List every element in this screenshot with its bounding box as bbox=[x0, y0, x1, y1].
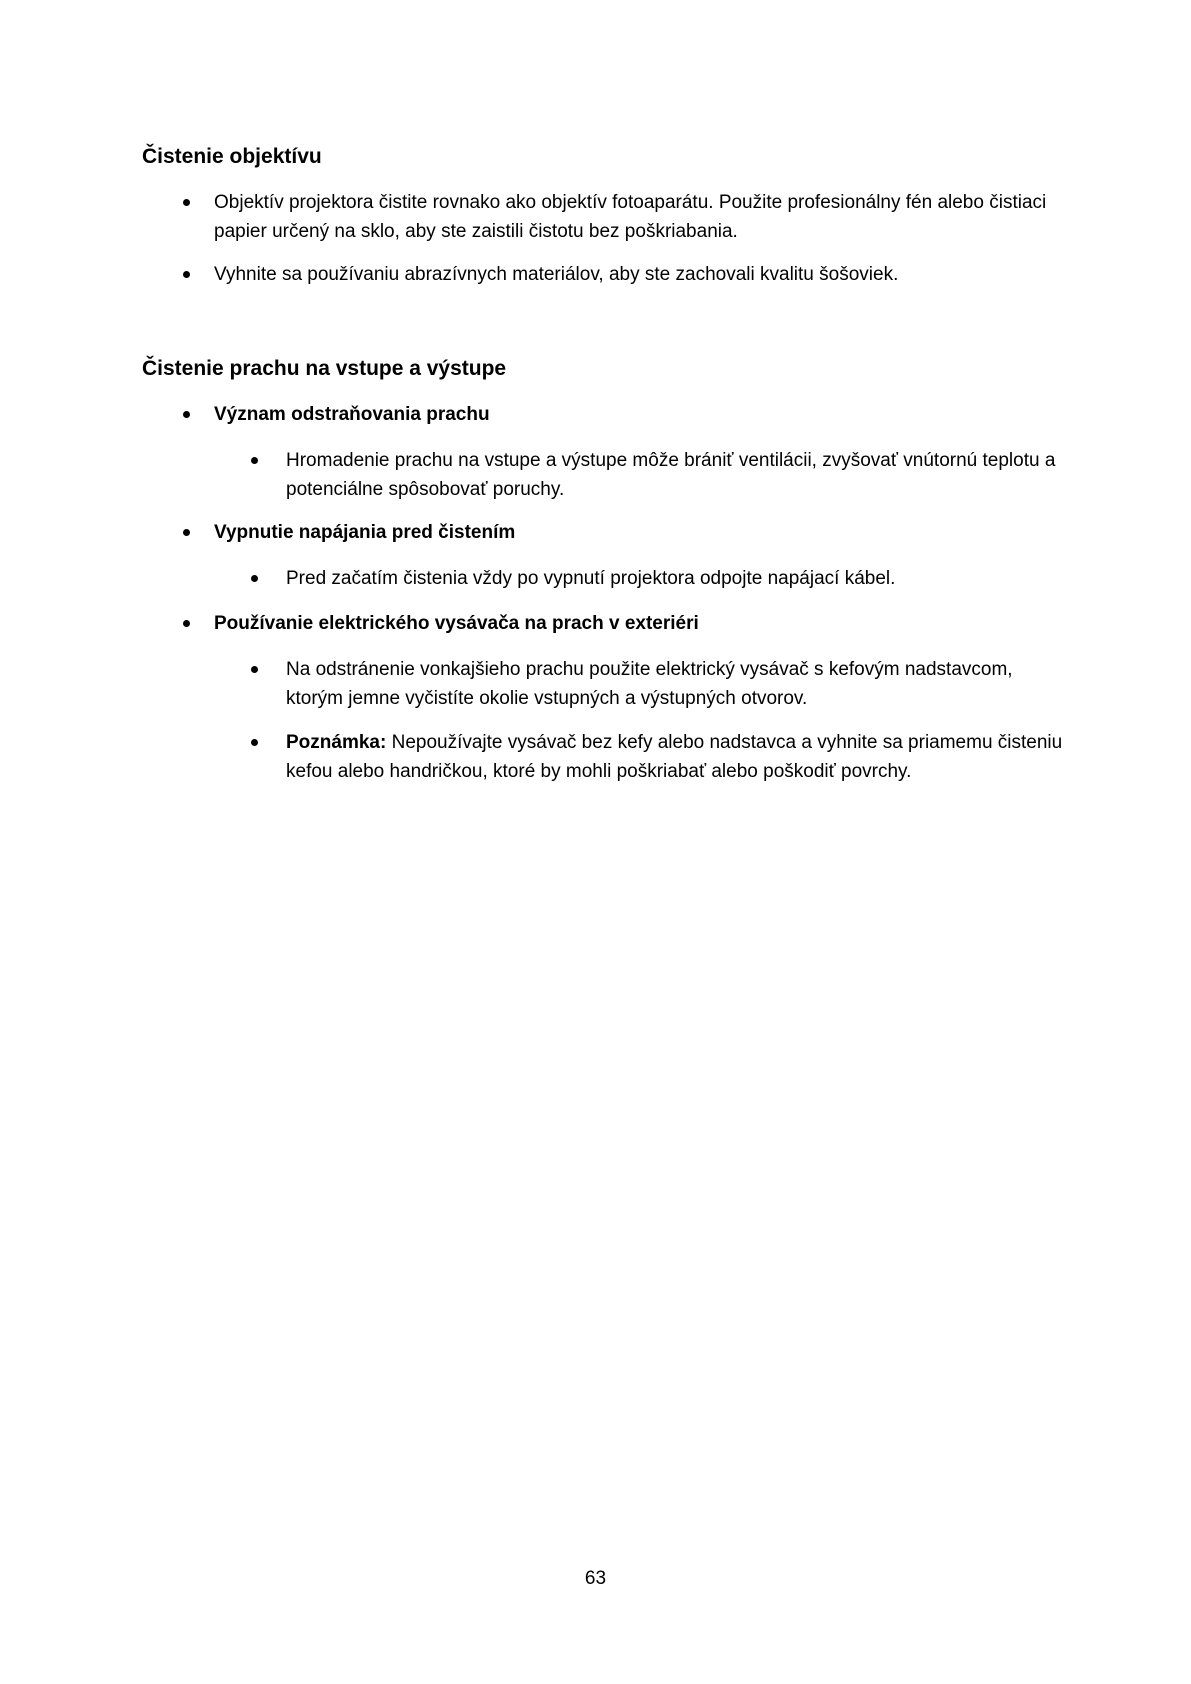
list-item: Objektív projektora čistite rovnako ako objektív fotoaparátu. Použite profesionálny fén alebo čistiaci papier určený na sklo, aby ste zaistili čistotu bez poškriabania. bbox=[214, 192, 1047, 242]
bullet-icon bbox=[251, 457, 258, 464]
bullet-icon bbox=[183, 411, 190, 418]
bullet-icon bbox=[183, 199, 190, 206]
note-label: Poznámka: bbox=[286, 732, 387, 753]
bullet-icon bbox=[251, 575, 258, 582]
list-item: Pred začatím čistenia vždy po vypnutí projektora odpojte napájací kábel. bbox=[286, 568, 896, 589]
section-heading-lens-cleaning: Čistenie objektívu bbox=[142, 145, 322, 168]
bullet-icon bbox=[251, 666, 258, 673]
page-number: 63 bbox=[584, 1568, 607, 1589]
list-item: Na odstránenie vonkajšieho prachu použite elektrický vysávač s kefovým nadstavcom, ktorým jemne vyčistíte okolie vstupných a výstupných otvorov. bbox=[286, 659, 1013, 709]
bullet-icon bbox=[183, 271, 190, 278]
note-text: Nepoužívajte vysávač bez kefy alebo nadstavca a vyhnite sa priamemu čisteniu kefou alebo handričkou, ktoré by mohli poškriabať alebo poškodiť povrchy. bbox=[286, 732, 1063, 782]
section-heading-dust-cleaning: Čistenie prachu na vstupe a výstupe bbox=[142, 357, 507, 380]
note-item bbox=[286, 728, 1066, 786]
bullet-icon bbox=[251, 739, 258, 746]
bullet-icon bbox=[183, 620, 190, 627]
list-item: Vyhnite sa používaniu abrazívnych materiálov, aby ste zachovali kvalitu šošoviek. bbox=[214, 264, 899, 285]
subheading-vacuum-usage: Používanie elektrického vysávača na prach v exteriéri bbox=[214, 613, 699, 634]
bullet-icon bbox=[183, 529, 190, 536]
list-item: Hromadenie prachu na vstupe a výstupe môže brániť ventilácii, zvyšovať vnútornú teplotu a potenciálne spôsobovať poruchy. bbox=[286, 450, 1056, 500]
subheading-dust-importance: Význam odstraňovania prachu bbox=[214, 404, 490, 425]
subheading-power-off: Vypnutie napájania pred čistením bbox=[214, 522, 516, 543]
